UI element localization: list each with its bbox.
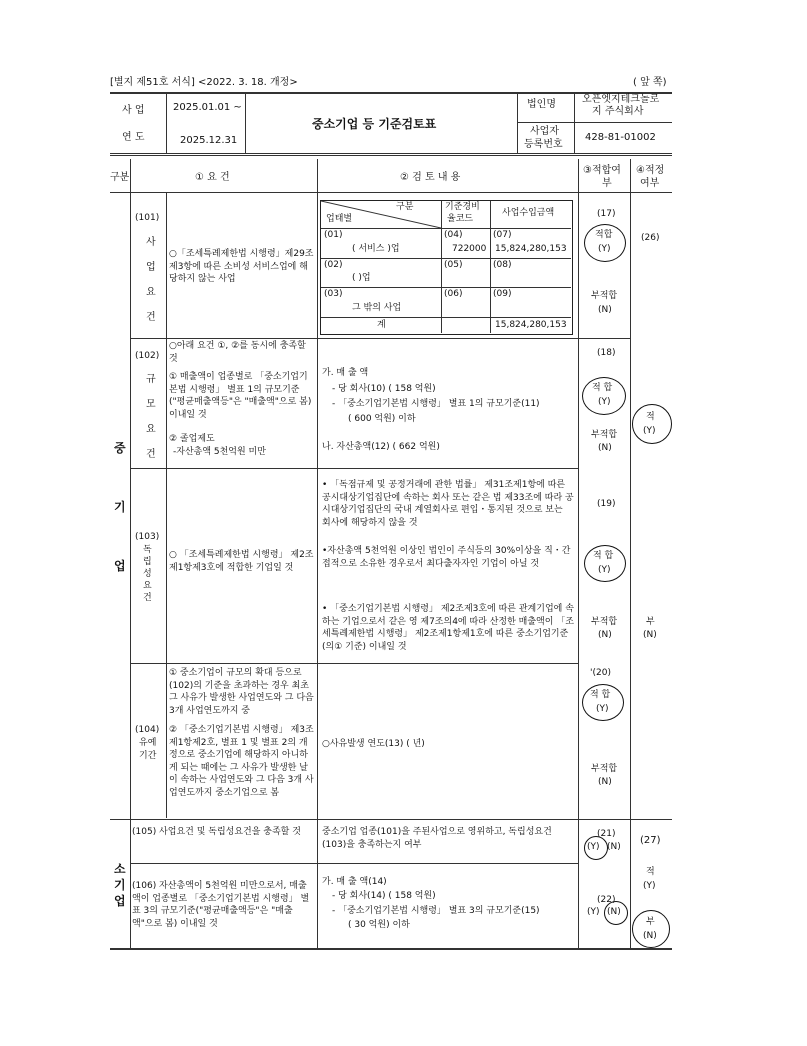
regno-value: 428-81-01002 bbox=[585, 132, 656, 143]
title-bottom-border bbox=[110, 153, 672, 156]
table-total-amt: 15,824,280,153 bbox=[495, 320, 567, 330]
row103-fit-yes-y: (Y) bbox=[598, 565, 611, 575]
row102-code: (102) bbox=[135, 351, 160, 361]
row101-requirement: ○「조세특례제한법 시행령」제29조제3항에 따른 소비성 서비스업에 해당하지 않는 사업 bbox=[169, 249, 314, 285]
row104-req-2: ② 「중소기업기본법 시행령」 제3조제1항제2호, 별표 1 및 별표 2의 개정으로 중소기업에 해당하지 아니하게 되는 때에는 그 사유가 발생한 날이 속하는 사업연도와 그 다음 3개 사업연도까지 중소기업으로 봄 bbox=[169, 725, 314, 798]
row104-fit-no-n: (N) bbox=[598, 777, 612, 787]
table-r2-code-no: (05) bbox=[444, 260, 463, 270]
section-small-3: 업 bbox=[114, 894, 126, 908]
row105-requirement: (105) 사업요건 및 독립성요건을 충족할 것 bbox=[132, 827, 301, 837]
row102-req-3: -자산총액 5천억원 미만 bbox=[173, 447, 266, 457]
table-head-code-2: 율코드 bbox=[447, 214, 474, 224]
col-fit-2: 부 bbox=[602, 178, 612, 189]
company-name-1: 오픈엣지테크놀로 bbox=[582, 94, 660, 105]
year-label-2: 연 도 bbox=[122, 132, 145, 143]
row101-label-2: 업 bbox=[146, 262, 156, 273]
col-final-2: 여부 bbox=[640, 178, 660, 189]
section-sme-2: 기 bbox=[114, 500, 126, 514]
row103-fit-no: (19) bbox=[597, 499, 616, 509]
row101-fit-no-n: (N) bbox=[598, 305, 612, 315]
table-r3-no: (03) bbox=[324, 289, 343, 299]
col-fit-1: ③적합여 bbox=[583, 165, 621, 176]
row102-rev-a2: - 「중소기업기본법 시행령」 별표 1의 규모기준(11) bbox=[332, 399, 540, 409]
row106-final-circle bbox=[632, 910, 670, 948]
company-label: 법인명 bbox=[527, 99, 556, 110]
row103-rev-2: •자산총액 5천억원 이상인 법인이 주식등의 30%이상을 직・간접적으로 소유한 경우로서 최다출자자인 기업이 아닐 것 bbox=[322, 546, 571, 569]
row101-code: (101) bbox=[135, 213, 160, 223]
row105-final-yes-y: (Y) bbox=[643, 881, 656, 891]
row106-requirement: (106) 자산총액이 5천억원 미만으로서, 매출액이 업종별로 「중소기업기본법 시행령」 별표 3의 규모기준("평균매출액등"은 "매출액"으로 봄) 이내일 것 bbox=[132, 881, 310, 929]
table-bottom-border bbox=[110, 948, 672, 950]
row103-final-no-label: 부 bbox=[646, 617, 655, 627]
table-r1-amt: 15,824,280,153 bbox=[495, 244, 567, 254]
row101-fit-no: (17) bbox=[597, 209, 616, 219]
row103-rev-3: • 「중소기업기본법 시행령」 제2조제3호에 따른 관계기업에 속하는 기업으로서 같은 영 제7조의4에 따라 산정한 매출액이 「조세특례제한법 시행령」 제2조제1항제1호에 따른 중소기업기준(의① 기준) 이내일 것 bbox=[322, 604, 574, 652]
row104-fit-yes-y: (Y) bbox=[596, 704, 609, 714]
row106-final-no-n: (N) bbox=[643, 931, 657, 941]
row103-code: (103) bbox=[135, 532, 160, 542]
form-number: [별지 제51호 서식] <2022. 3. 18. 개정> bbox=[110, 77, 298, 88]
table-head-code-1: 기준경비 bbox=[445, 202, 480, 212]
table-r1-no: (01) bbox=[324, 230, 343, 240]
row103-rev-1: • 「독점규제 및 공정거래에 관한 법률」 제31조제1항에 따른 공시대상기업집단에 속하는 회사 또는 같은 법 제33조에 따라 공시대상기업집단의 국내 계열회사로 편입・통지된 것으로 보는 회사에 해당하지 않을 것 bbox=[322, 480, 574, 528]
row101-label-3: 요 bbox=[146, 287, 156, 298]
table-r1-name: ( 서비스 )업 bbox=[352, 244, 400, 254]
row106-rev-a1: - 당 회사(14) ( 158 억원) bbox=[332, 891, 436, 901]
row106-fit-y: (Y) bbox=[587, 907, 600, 917]
row106-rev-a2: - 「중소기업기본법 시행령」 별표 3의 규모기준(15) bbox=[332, 906, 540, 916]
row102-req-1: ① 매출액이 업종별로 「중소기업기본법 시행령」 별표 1의 규모기준("평균매출액등"은 "매출액"으로 봄) 이내일 것 bbox=[169, 372, 312, 420]
row105-fit-y: (Y) bbox=[587, 842, 600, 852]
row104-req-1: ① 중소기업이 규모의 확대 등으로 (102)의 기준을 초과하는 경우 최초 그 사유가 발생한 사업연도와 그 다음 3개 사업연도까지 중 bbox=[169, 668, 314, 716]
row103-label-1: 독 bbox=[143, 545, 152, 555]
row105-review: 중소기업 업종(101)을 주된사업으로 영위하고, 독립성요건(103)을 충족하는지 여부 bbox=[322, 827, 552, 850]
row102-rev-a1: - 당 회사(10) ( 158 억원) bbox=[332, 384, 436, 394]
row103-label-5: 건 bbox=[143, 593, 152, 603]
row103-fit-yes: 적 합 bbox=[593, 551, 614, 561]
row102-label-3: 요 bbox=[146, 424, 156, 435]
row103-label-4: 요 bbox=[143, 581, 152, 591]
row106-fit-n: (N) bbox=[607, 907, 621, 917]
row102-fit-no: (18) bbox=[597, 348, 616, 358]
table-r1-code-no: (04) bbox=[444, 230, 463, 240]
row102-label-1: 규 bbox=[146, 374, 156, 385]
row102-final-circle bbox=[632, 404, 672, 444]
row102-rev-b: 나. 자산총액(12) ( 662 억원) bbox=[322, 442, 440, 452]
row103-label-3: 성 bbox=[143, 569, 152, 579]
row102-label-2: 모 bbox=[146, 399, 156, 410]
row104-code: (104) bbox=[135, 725, 160, 735]
period-start: 2025.01.01 ~ bbox=[173, 102, 242, 113]
row105-fit-n: (N) bbox=[607, 842, 621, 852]
company-name-2: 지 주식회사 bbox=[592, 106, 644, 117]
table-r3-code-no: (06) bbox=[444, 289, 463, 299]
section-sme-3: 업 bbox=[114, 559, 126, 573]
row102-fit-no-label: 부적합 bbox=[591, 430, 618, 440]
row102-fit-yes: 적 합 bbox=[592, 383, 613, 393]
row105-final-yes: 적 bbox=[646, 867, 655, 877]
col-final-1: ④적정 bbox=[636, 165, 665, 176]
row104-review: ○사유발생 연도(13) ( 년) bbox=[322, 739, 425, 749]
row104-fit-no: '(20) bbox=[590, 668, 611, 678]
col-review: ② 검 토 내 용 bbox=[400, 172, 461, 183]
row101-label-1: 사 bbox=[146, 237, 156, 248]
row106-rev-a: 가. 매 출 액(14) bbox=[322, 877, 387, 887]
row104-label-1: 유예 bbox=[139, 738, 157, 748]
row102-req-intro: ○아래 요건 ①, ②를 동시에 충족할 것 bbox=[169, 341, 306, 364]
page-side: ( 앞 쪽) bbox=[633, 77, 667, 88]
row104-fit-yes: 적 합 bbox=[590, 690, 611, 700]
table-r2-no: (02) bbox=[324, 260, 343, 270]
row104-label-2: 기간 bbox=[139, 751, 157, 761]
regno-label-2: 등록번호 bbox=[524, 139, 563, 150]
row101-fit-yes-y: (Y) bbox=[598, 244, 611, 254]
row103-final-no-n: (N) bbox=[643, 630, 657, 640]
row103-label-2: 립 bbox=[143, 557, 152, 567]
form-title: 중소기업 등 기준검토표 bbox=[312, 117, 437, 131]
year-label-1: 사 업 bbox=[122, 105, 145, 116]
row102-final-yes: 적 bbox=[646, 412, 655, 422]
row102-rev-a3: ( 600 억원) 이하 bbox=[348, 414, 416, 424]
row101-final-no: (26) bbox=[641, 233, 660, 243]
row103-requirement: ○ 「조세특례제한법 시행령」 제2조제1항제3호에 적합한 기업일 것 bbox=[169, 550, 314, 573]
col-requirement: ① 요 건 bbox=[195, 172, 230, 183]
row102-fit-no-n: (N) bbox=[598, 443, 612, 453]
table-r3-amt-no: (09) bbox=[493, 289, 512, 299]
row105-fit-no: (21) bbox=[597, 829, 616, 839]
row104-fit-no-label: 부적합 bbox=[591, 764, 618, 774]
row101-label-4: 건 bbox=[146, 312, 156, 323]
period-end: 2025.12.31 bbox=[180, 135, 238, 146]
table-r2-name: ( )업 bbox=[352, 273, 371, 283]
section-sme-1: 중 bbox=[114, 441, 126, 455]
row105-final-no: (27) bbox=[640, 835, 661, 846]
table-r1-amt-no: (07) bbox=[493, 230, 512, 240]
table-total-label: 계 bbox=[377, 320, 386, 330]
row103-fit-no-label: 부적합 bbox=[591, 617, 618, 627]
row102-rev-a: 가. 매 출 액 bbox=[322, 368, 369, 378]
section-small-2: 기 bbox=[114, 878, 126, 892]
row102-final-yes-y: (Y) bbox=[643, 426, 656, 436]
table-r3-name: 그 밖의 사업 bbox=[352, 303, 402, 313]
row102-fit-yes-y: (Y) bbox=[598, 397, 611, 407]
table-head-amount: 사업수입금액 bbox=[502, 208, 555, 218]
table-head-sep: 구분 bbox=[396, 202, 414, 212]
row106-rev-a3: ( 30 억원) 이하 bbox=[348, 920, 410, 930]
row106-final-no-label: 부 bbox=[646, 917, 655, 927]
row101-fit-no-label: 부적합 bbox=[591, 291, 618, 301]
col-category: 구분 bbox=[110, 172, 130, 183]
row102-req-2: ② 졸업제도 bbox=[169, 434, 215, 444]
row102-label-4: 건 bbox=[146, 449, 156, 460]
section-small-1: 소 bbox=[114, 862, 126, 876]
table-head-kind: 업태별 bbox=[326, 214, 353, 224]
regno-label-1: 사업자 bbox=[530, 126, 559, 137]
table-r2-amt-no: (08) bbox=[493, 260, 512, 270]
table-r1-code: 722000 bbox=[452, 244, 487, 254]
row101-fit-yes: 적합 bbox=[595, 230, 613, 240]
row106-fit-no: (22) bbox=[597, 895, 616, 905]
row103-fit-no-n: (N) bbox=[598, 630, 612, 640]
